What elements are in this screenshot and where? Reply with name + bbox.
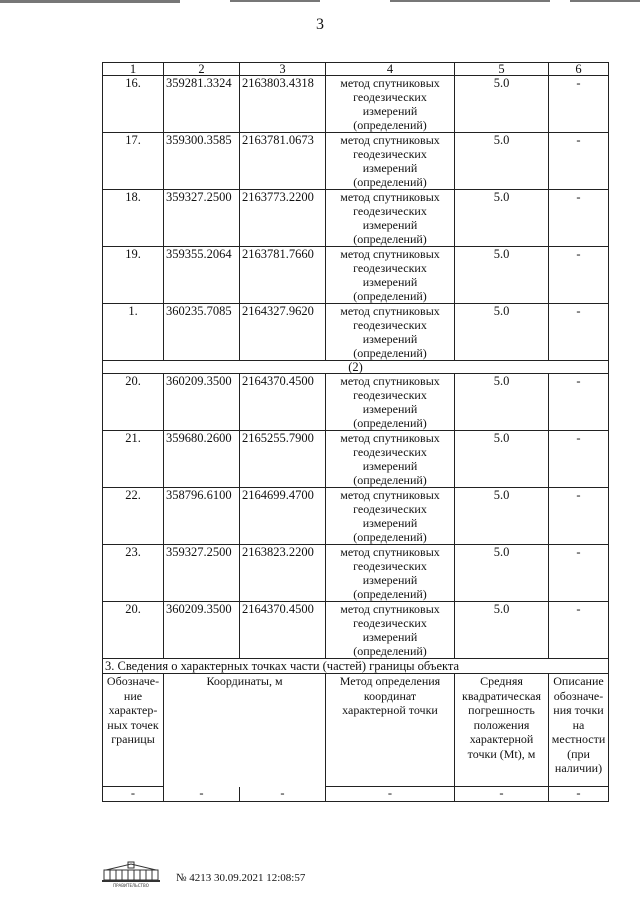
method-line: (определений)	[353, 289, 427, 303]
method-line: метод спутниковых	[340, 133, 440, 147]
scan-edge-artifact	[0, 0, 640, 10]
description: -	[549, 488, 609, 545]
coord-y: 2163773.2200	[240, 190, 326, 247]
header-line: Координаты, м	[206, 674, 283, 688]
method-line: метод спутниковых	[340, 247, 440, 261]
contour-label: (2)	[103, 361, 609, 374]
method-line: метод спутниковых	[340, 76, 440, 90]
point-number: 20.	[103, 374, 164, 431]
header-line: характер-	[108, 703, 158, 717]
column-header: 5	[455, 63, 549, 76]
contour-divider-row	[103, 361, 609, 374]
section-3-header-row	[103, 674, 609, 787]
column-header: 4	[326, 63, 455, 76]
method-line: измерений	[362, 332, 418, 346]
mt-error: 5.0	[455, 247, 549, 304]
point-row	[103, 190, 609, 247]
coord-y: 2163803.4318	[240, 76, 326, 133]
method	[326, 488, 455, 545]
method	[326, 602, 455, 659]
header-line: квадратическая	[462, 688, 541, 703]
mt-error: 5.0	[455, 431, 549, 488]
header-line: обозначе-	[553, 688, 604, 703]
coord-x: 360235.7085	[164, 304, 240, 361]
method	[326, 247, 455, 304]
coord-y: 2164327.9620	[240, 304, 326, 361]
header-line: ных точек	[107, 717, 159, 732]
description: -	[549, 190, 609, 247]
coord-y: 2163823.2200	[240, 545, 326, 602]
method-line: геодезических	[353, 445, 427, 459]
header-line: положения	[473, 717, 530, 732]
table-cell: -	[103, 787, 164, 802]
method-line: измерений	[362, 275, 418, 289]
point-number: 16.	[103, 76, 164, 133]
header-line: Описание	[553, 674, 604, 688]
method-line: измерений	[362, 516, 418, 530]
mt-error: 5.0	[455, 133, 549, 190]
method-line: метод спутниковых	[340, 374, 440, 388]
footer	[98, 860, 164, 891]
header-line: характерной	[469, 732, 534, 746]
document-stamp: № 4213 30.09.2021 12:08:57	[176, 872, 306, 884]
header-line: границы	[111, 732, 155, 746]
method-line: измерений	[362, 161, 418, 175]
table-cell: -	[326, 787, 455, 802]
description-header	[549, 674, 609, 787]
method-line: метод спутниковых	[340, 304, 440, 318]
method-line: (определений)	[353, 530, 427, 544]
header-line: (при	[567, 746, 590, 761]
method-line: метод спутниковых	[340, 545, 440, 559]
method-line: геодезических	[353, 388, 427, 402]
method-line: (определений)	[353, 416, 427, 430]
method-line: геодезических	[353, 261, 427, 275]
description: -	[549, 247, 609, 304]
mt-error: 5.0	[455, 374, 549, 431]
section-3-title: 3. Сведения о характерных точках части (частей) границы объекта	[103, 659, 609, 674]
header-line: погрешность	[468, 703, 535, 717]
coord-x: 359680.2600	[164, 431, 240, 488]
column-number-header	[103, 63, 609, 76]
method-line: геодезических	[353, 559, 427, 573]
point-number: 22.	[103, 488, 164, 545]
scan-streak	[230, 0, 320, 2]
page-number: 3	[316, 16, 324, 33]
header-line: характерной точки	[342, 703, 438, 717]
table-cell: -	[164, 787, 240, 802]
mt-error: 5.0	[455, 190, 549, 247]
method-line: измерений	[362, 630, 418, 644]
point-row	[103, 304, 609, 361]
method-line: (определений)	[353, 473, 427, 487]
government-building-logo	[98, 860, 164, 891]
method-line: измерений	[362, 402, 418, 416]
method	[326, 190, 455, 247]
method	[326, 76, 455, 133]
point-number: 17.	[103, 133, 164, 190]
coord-y: 2165255.7900	[240, 431, 326, 488]
coordinates-header	[164, 674, 326, 787]
method-line: метод спутниковых	[340, 602, 440, 616]
point-number: 18.	[103, 190, 164, 247]
coord-y: 2164370.4500	[240, 374, 326, 431]
method	[326, 545, 455, 602]
scan-streak	[390, 0, 550, 2]
method-line: геодезических	[353, 204, 427, 218]
method-line: измерений	[362, 459, 418, 473]
section-3-title-row	[103, 659, 609, 674]
description: -	[549, 545, 609, 602]
column-header: 6	[549, 63, 609, 76]
mt-error: 5.0	[455, 304, 549, 361]
point-row	[103, 247, 609, 304]
method	[326, 431, 455, 488]
coord-x: 359327.2500	[164, 545, 240, 602]
header-line: точки (Mt), м	[467, 746, 536, 761]
point-row	[103, 431, 609, 488]
coord-y: 2164370.4500	[240, 602, 326, 659]
coord-y: 2163781.7660	[240, 247, 326, 304]
method-line: (определений)	[353, 346, 427, 360]
method-line: метод спутниковых	[340, 431, 440, 445]
coord-x: 358796.6100	[164, 488, 240, 545]
coord-x: 360209.3500	[164, 602, 240, 659]
header-line: Метод определения	[339, 674, 441, 688]
mt-error: 5.0	[455, 545, 549, 602]
mt-error-header	[455, 674, 549, 787]
point-number: 1.	[103, 304, 164, 361]
coord-x: 359355.2064	[164, 247, 240, 304]
method-line: метод спутниковых	[340, 488, 440, 502]
designation-header	[103, 674, 164, 787]
table-cell: -	[455, 787, 549, 802]
point-row	[103, 76, 609, 133]
method-line: геодезических	[353, 616, 427, 630]
method-line: геодезических	[353, 318, 427, 332]
point-number: 20.	[103, 602, 164, 659]
description: -	[549, 76, 609, 133]
method-line: (определений)	[353, 644, 427, 658]
column-header: 2	[164, 63, 240, 76]
table-body	[103, 63, 609, 802]
mt-error: 5.0	[455, 602, 549, 659]
header-line: Обозначе-	[106, 674, 160, 688]
method-line: геодезических	[353, 502, 427, 516]
method-line: (определений)	[353, 118, 427, 132]
description: -	[549, 602, 609, 659]
point-number: 21.	[103, 431, 164, 488]
column-header: 1	[103, 63, 164, 76]
header-line: координат	[363, 688, 417, 703]
header-line: местности	[551, 732, 606, 746]
header-line: ния точки	[553, 703, 604, 717]
header-line: Средняя	[480, 674, 523, 688]
section-3-data-row	[103, 787, 609, 802]
scan-streak	[570, 0, 640, 2]
method-line: геодезических	[353, 90, 427, 104]
method-line: метод спутниковых	[340, 190, 440, 204]
coord-y: 2163781.0673	[240, 133, 326, 190]
method-line: (определений)	[353, 232, 427, 246]
mt-error: 5.0	[455, 488, 549, 545]
point-number: 19.	[103, 247, 164, 304]
point-row	[103, 488, 609, 545]
header-line: наличии)	[554, 761, 603, 775]
column-header: 3	[240, 63, 326, 76]
coord-x: 360209.3500	[164, 374, 240, 431]
description: -	[549, 374, 609, 431]
coord-x: 359281.3324	[164, 76, 240, 133]
description: -	[549, 133, 609, 190]
method	[326, 304, 455, 361]
point-number: 23.	[103, 545, 164, 602]
point-row	[103, 133, 609, 190]
method-line: (определений)	[353, 175, 427, 189]
method	[326, 133, 455, 190]
logo-caption: ПРАВИТЕЛЬСТВО	[113, 883, 149, 888]
method-line: измерений	[362, 104, 418, 118]
table-cell: -	[549, 787, 609, 802]
scan-streak	[0, 0, 180, 3]
method	[326, 374, 455, 431]
method-header	[326, 674, 455, 787]
point-row	[103, 374, 609, 431]
method-line: измерений	[362, 573, 418, 587]
coord-y: 2164699.4700	[240, 488, 326, 545]
boundary-points-table	[102, 62, 609, 802]
method-line: измерений	[362, 218, 418, 232]
table-cell: -	[240, 787, 326, 802]
coord-x: 359300.3585	[164, 133, 240, 190]
header-line: на	[572, 717, 585, 732]
point-row	[103, 602, 609, 659]
method-line: геодезических	[353, 147, 427, 161]
method-line: (определений)	[353, 587, 427, 601]
description: -	[549, 431, 609, 488]
mt-error: 5.0	[455, 76, 549, 133]
point-row	[103, 545, 609, 602]
header-line: ние	[123, 688, 143, 703]
coord-x: 359327.2500	[164, 190, 240, 247]
description: -	[549, 304, 609, 361]
